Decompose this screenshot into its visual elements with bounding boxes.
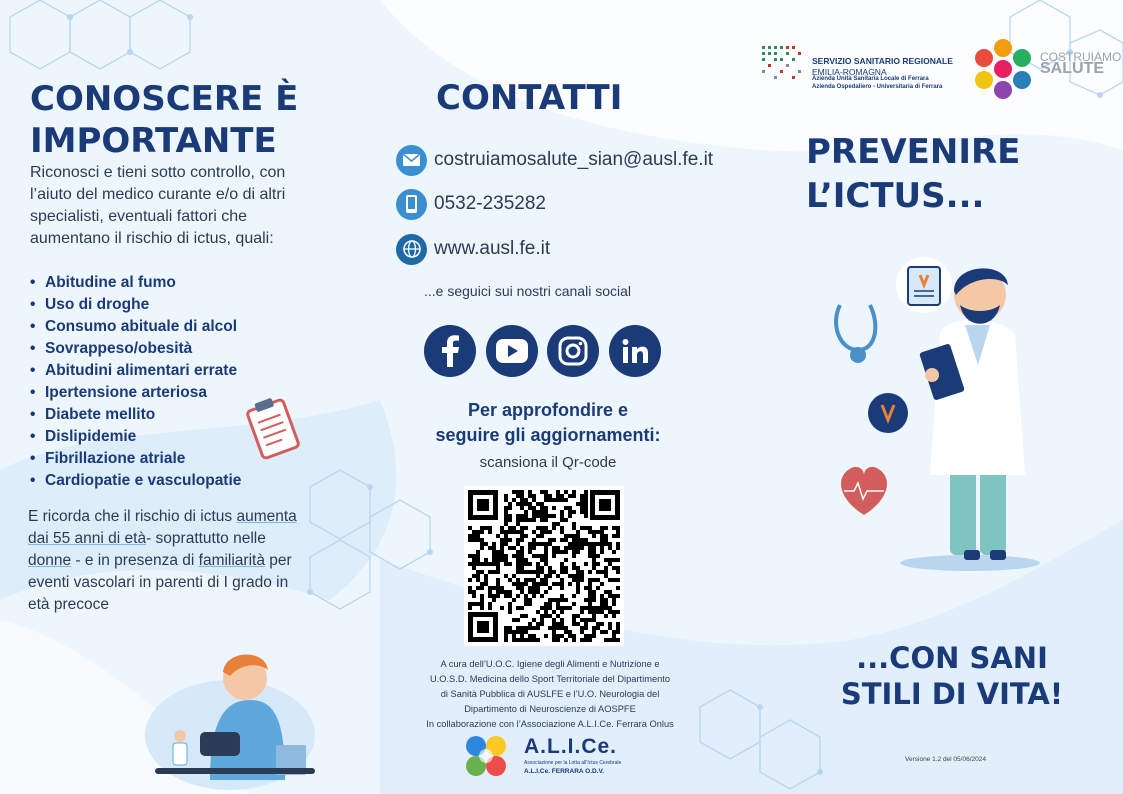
left-title-line2: IMPORTANTE	[30, 121, 277, 161]
brand-line1: COSTRUIAMO	[1040, 50, 1122, 64]
mail-icon	[396, 145, 427, 176]
alice-name: A.L.I.Ce.	[524, 735, 618, 758]
list-item: • Diabete mellito	[30, 404, 241, 426]
ssr-line1: SERVIZIO SANITARIO REGIONALE	[812, 56, 953, 66]
list-item: • Cardiopatie e vasculopatie	[30, 470, 241, 492]
email-contact	[396, 143, 713, 177]
globe-icon	[396, 234, 427, 265]
right-title-line1: PREVENIRE	[806, 132, 1021, 172]
right-title	[806, 130, 1020, 218]
remind-part2: - soprattutto nelle	[146, 530, 266, 547]
remind-part3: - e in presenza di	[71, 552, 195, 569]
list-item: • Fibrillazione atriale	[30, 448, 241, 470]
credits-line1: A cura dell’U.O.C. Igiene degli Alimenti e Nutrizione e	[440, 659, 660, 669]
facebook-icon[interactable]	[424, 325, 476, 377]
credits-line2: U.O.S.D. Medicina dello Sport Territoriale del Dipartimento	[429, 674, 671, 684]
remind-part1: E ricorda che il rischio di ictus	[28, 508, 233, 525]
phone-contact	[396, 187, 546, 221]
social-note: ...e seguici sui nostri canali social	[424, 283, 631, 299]
right-title-line2: L’ICTUS...	[806, 176, 985, 216]
instagram-icon[interactable]	[547, 325, 599, 377]
list-item: • Sovrappeso/obesità	[30, 338, 241, 360]
ssr-line2: EMILIA-ROMAGNA	[812, 67, 887, 77]
remind-part4: per eventi vascolari in parenti di I grado in età precoce	[28, 552, 292, 613]
phone-icon	[396, 189, 427, 220]
doctor-illustration-icon	[830, 255, 1050, 575]
web-contact	[396, 232, 550, 266]
website-link[interactable]: www.ausl.fe.it	[434, 238, 551, 259]
alice-subtitle: Associazione per la Lotta all’Ictus Cerebrale	[524, 760, 622, 766]
phone-link[interactable]: 0532-235282	[434, 193, 546, 214]
risk-factor-list	[30, 272, 241, 492]
costruiamo-salute-logo-icon	[970, 36, 1036, 102]
remind-highlight-age: aumenta dai 55 anni di età	[28, 508, 297, 547]
more-info-heading	[398, 398, 698, 448]
version-text: Versione 1.2 del 05/06/2024	[905, 756, 986, 763]
email-link[interactable]: costruiamosalute_sian@ausl.fe.it	[434, 149, 714, 170]
credits-line4: Dipartimento di Neuroscienze di AOSPFE	[464, 704, 636, 714]
ssr-line4: Azienda Ospedaliero - Universitaria di Ferrara	[812, 84, 943, 90]
clipboard-illustration-icon	[242, 396, 304, 462]
right-closing-line1: ...CON SANI	[856, 641, 1048, 675]
blood-pressure-illustration-icon	[140, 640, 320, 790]
right-closing-title	[806, 640, 1098, 712]
scan-label: scansiona il Qr-code	[479, 454, 617, 471]
remind-highlight-women: donne	[28, 552, 72, 569]
list-item: • Abitudini alimentari errate	[30, 360, 241, 382]
left-title-line1: CONOSCERE È	[30, 79, 299, 119]
alice-logo-icon	[462, 732, 510, 782]
credits-line5: In collaborazione con l’Associazione A.L.I.Ce. Ferrara Onlus	[426, 719, 674, 729]
list-item: • Dislipidemie	[30, 426, 241, 448]
intro-text: Riconosci e tieni sotto controllo, con l’aiuto del medico curante e/o di altri specialisti, eventuali fattori che aumentano il rischio di ictus, quali:	[30, 164, 286, 247]
credits-line3: di Sanità Pubblica di AUSLFE e l’U.O. Neurologia del	[440, 689, 660, 699]
right-closing-line2: STILI DI VITA!	[840, 677, 1064, 711]
alice-subtitle2: A.L.I.Ce. FERRARA O.D.V.	[524, 768, 605, 775]
ssr-line3: Azienda Unità Sanitaria Locale di Ferrara	[812, 76, 929, 82]
brand-line2: SALUTE	[1040, 60, 1104, 77]
list-item: • Uso di droghe	[30, 294, 241, 316]
left-title	[30, 78, 360, 162]
credits-text	[392, 657, 708, 732]
list-item: • Abitudine al fumo	[30, 272, 241, 294]
more-info-line2: seguire gli aggiornamenti:	[435, 425, 661, 445]
linkedin-icon[interactable]	[609, 325, 661, 377]
regional-logo-icon	[760, 44, 804, 84]
youtube-icon[interactable]	[486, 325, 538, 377]
remind-text	[28, 506, 298, 616]
more-info-line1: Per approfondire e	[467, 400, 629, 420]
qr-code[interactable]	[464, 486, 624, 646]
list-item: • Consumo abituale di alcol	[30, 316, 241, 338]
remind-highlight-family: familiarità	[198, 552, 265, 569]
contacts-title: CONTATTI	[436, 78, 623, 118]
list-item: • Ipertensione arteriosa	[30, 382, 241, 404]
